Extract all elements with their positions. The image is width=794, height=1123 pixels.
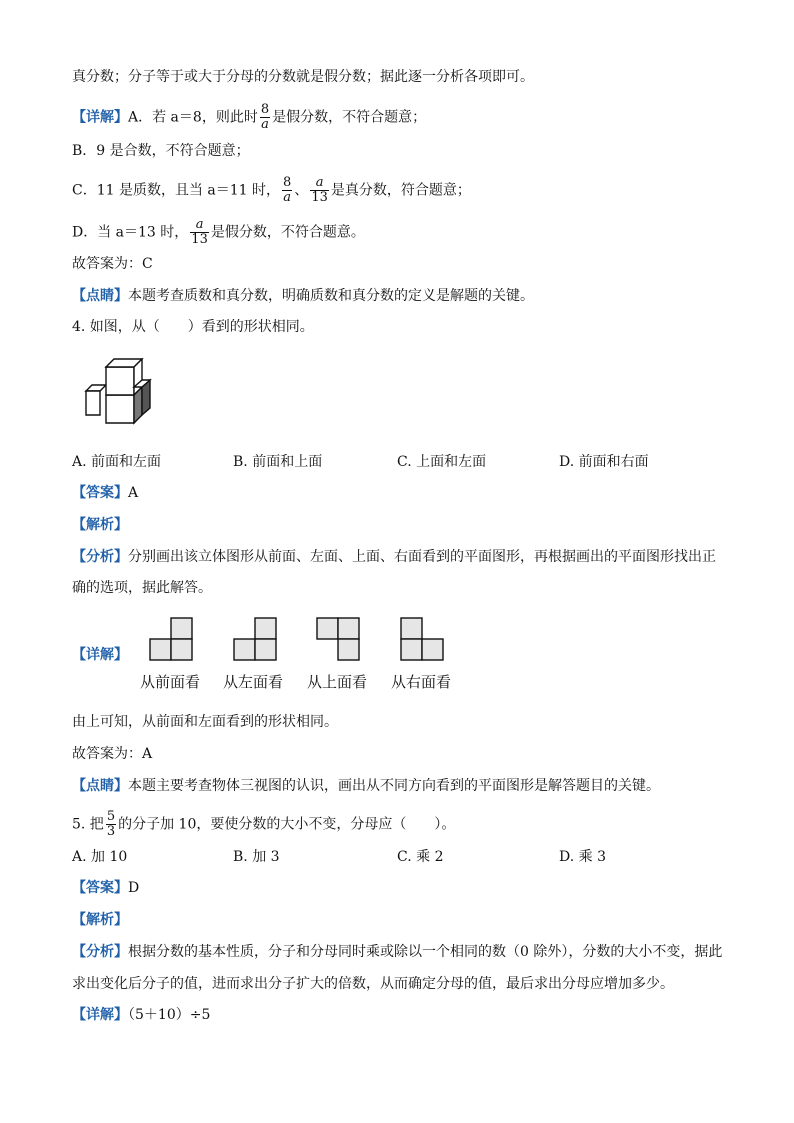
fraction-8-over-a: $\frac{8}{a}$: [260, 102, 270, 132]
detail-tag: 【详解】: [72, 109, 128, 126]
detail-tag: 【详解】: [72, 1007, 128, 1023]
analysis-heading-5: 【解析】: [72, 912, 128, 928]
comment-line: 【点睛】本题考查质数和真分数，明确质数和真分数的定义是解题的关键。: [72, 288, 534, 304]
answer-tag: 【答案】: [72, 485, 128, 501]
q4-option-c[interactable]: C. 上面和左面: [397, 454, 487, 470]
fraction-5-over-3: $\frac{5}{3}$: [106, 809, 116, 839]
analysis-4-line2: 确的选项，据此解答。: [72, 580, 212, 596]
analysis-heading: 【解析】: [72, 517, 128, 533]
answer-line: 故答案为：C: [72, 256, 153, 272]
q5-option-b[interactable]: B. 加 3: [233, 849, 280, 865]
comment-tag: 【点睛】: [72, 288, 128, 304]
q4-option-a[interactable]: A. 前面和左面: [72, 454, 162, 470]
q5-option-d[interactable]: D. 乘 3: [559, 849, 606, 865]
fenxi-tag: 【分析】: [72, 549, 128, 565]
view-right: [400, 616, 446, 662]
view-caption-front: 从前面看: [140, 673, 201, 691]
detail-option-a: 【详解】A．若 a＝8，则此时 $\frac{8}{a}$ 是假分数，不符合题意；: [72, 102, 427, 132]
answer-5: 【答案】D: [72, 880, 140, 896]
detail-option-d: D．当 a＝13 时， $\frac{a}{13}$ 是假分数，不符合题意。: [72, 217, 365, 247]
comment-4: 【点睛】本题主要考查物体三视图的认识，画出从不同方向看到的平面图形是解答题目的关键。: [72, 778, 660, 794]
fraction-a-over-13: $\frac{a}{13}$: [311, 175, 328, 205]
cube-stack-figure: [82, 358, 162, 428]
fraction-8-over-a: $\frac{8}{a}$: [283, 175, 292, 205]
view-caption-right: 从右面看: [391, 673, 452, 691]
detail-4-tag: 【详解】: [72, 647, 128, 663]
view-left: [233, 616, 279, 662]
fraction-a-over-13: $\frac{a}{13}$: [191, 217, 208, 247]
question-4: 4. 如图，从（ ）看到的形状相同。: [72, 319, 314, 335]
comment-tag: 【点睛】: [72, 778, 128, 794]
analysis-text-line: 真分数；分子等于或大于分母的分数就是假分数；据此逐一分析各项即可。: [72, 69, 534, 85]
analysis-4-line1: 【分析】分别画出该立体图形从前面、左面、上面、右面看到的平面图形，再根据画出的平面图形找出正: [72, 549, 716, 565]
q4-option-d[interactable]: D. 前面和右面: [559, 454, 649, 470]
view-top: [316, 616, 362, 662]
q5-option-c[interactable]: C. 乘 2: [397, 849, 444, 865]
question-5: 5. 把 $\frac{5}{3}$ 的分子加 10，要使分数的大小不变，分母应（ ）。: [72, 809, 456, 839]
conclusion-4: 由上可知，从前面和左面看到的形状相同。: [72, 714, 338, 730]
view-caption-left: 从左面看: [223, 673, 284, 691]
view-caption-top: 从上面看: [307, 673, 368, 691]
detail-option-c: C．11 是质数，且当 a＝11 时， $\frac{8}{a}$ 、 $\frac{a}{13}$ 是真分数，符合题意；: [72, 175, 471, 205]
q4-option-b[interactable]: B. 前面和上面: [233, 454, 323, 470]
detail-5: 【详解】（5＋10）÷5: [72, 1007, 211, 1023]
answer-tag: 【答案】: [72, 880, 128, 896]
q5-option-a[interactable]: A. 加 10: [72, 849, 128, 865]
fenxi-tag: 【分析】: [72, 944, 128, 960]
answer-line-4: 故答案为：A: [72, 746, 153, 762]
analysis-5-line2: 求出变化后分子的值，进而求出分子扩大的倍数，从而确定分母的值，最后求出分母应增加多少。: [72, 976, 674, 992]
answer-4: 【答案】A: [72, 485, 139, 501]
analysis-5-line1: 【分析】根据分数的基本性质，分子和分母同时乘或除以一个相同的数（0 除外），分数的大小不变，据此: [72, 944, 723, 960]
detail-option-b: B．9 是合数，不符合题意；: [72, 143, 250, 159]
view-front: [149, 616, 195, 662]
